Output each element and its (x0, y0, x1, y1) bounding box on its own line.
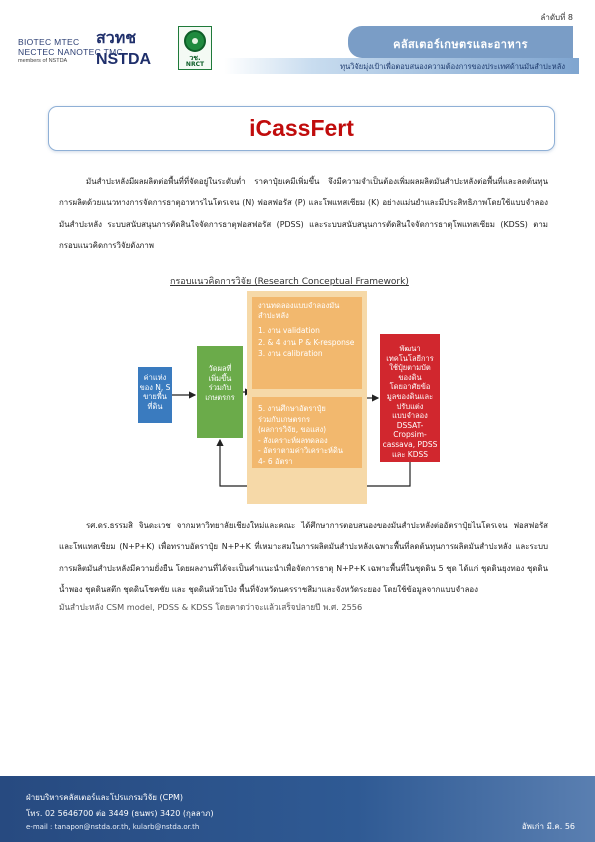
box-model-experiments (252, 297, 362, 389)
box-output-line: มูลของดินและ (386, 391, 434, 401)
box-methods-item: 3. งาน calibration (258, 349, 323, 359)
banner-title: คลัสเตอร์เกษตรและอาหาร (393, 39, 528, 51)
box-input-line: ของ N, S (139, 382, 171, 392)
footer-email: e-mail : tanapon@nstda.or.th, kularb@nstda.or.th (26, 823, 200, 831)
research-framework-diagram (118, 270, 480, 506)
footer-update-date: อัพเก่า มี.ค. 56 (521, 822, 575, 831)
box-input-line: ที่ดิน (147, 401, 163, 411)
box-output-line: ใช้ปุ๋ยตามบัต (389, 363, 431, 373)
box-survey-line: ร่วมกับ (208, 383, 232, 393)
box-output-line: cassava, PDSS (382, 439, 438, 449)
nrct-logo (178, 26, 212, 70)
box-output-line: ปรับแต่ง (396, 401, 424, 411)
box-survey-line: เกษตรกร (205, 392, 235, 402)
box-output-line: และ KDSS (391, 449, 429, 459)
box-rate-item: 4- 6 อัตรา (258, 456, 293, 466)
org-members-text: members of NSTDA (18, 58, 68, 64)
box-output-line: DSSAT- (396, 420, 424, 430)
box-survey-line: วัดผลที่ (208, 364, 232, 373)
box-input-line: ขายพื้น (143, 392, 167, 402)
box-farmer-survey (197, 346, 243, 438)
research-team-paragraph: รศ.ดร.ธรรมสิ จินดะเวช จากมหาวิทยาลัยเชียงใหม่และคณะ ได้ศึกษาการตอบสนองของมันสำปะหลังต่ออัตราปุ๋ยไนโตรเจน ฟอสฟอรัส และโพแทสเซียม (N+P+K) เพื่อทราบอัตราปุ๋ย N+P+K ที่เหมาะสมในการผลิตมันสำปะหลังเฉพาะพื้นที่ลดต้นทุนการผลิตมันสำปะหลัง และระบบการผลิตมันสำปะหลังมีความยั่งยืน โดยผลงานที่ได้จะเป็นคำแนะนำเพื่อจัดการธาตุ N+P+K เฉพาะพื้นที่ในชุดดิน 5 ชุด ได้แก่ ชุดดินยุงทอง ชุดดินน้ำพอง ชุดดินสตึก ชุดดินโชคชัย และ ชุดดินห้วยโป่ง พื้นที่จังหวัดนครราชสีมาและจังหวัดระยอง โดยใช้ข้อมูลจากแบบจำลอง (59, 521, 548, 595)
page-number: ลำดับที่ 8 (540, 13, 573, 22)
nstda-logo (16, 24, 166, 66)
box-rate-item: (ผลการวิจัย, ขอแสง) (258, 425, 327, 435)
box-survey-line: เพิ่มขึ้น (208, 373, 232, 383)
box-technology-output (380, 334, 440, 462)
paragraph-tail-line: มันสำปะหลัง CSM model, PDSS & KDSS โดยคาดว่าจะแล้วเสร็จปลายปี พ.ศ. 2556 (59, 602, 363, 612)
box-output-line: แบบจำลอง (392, 411, 428, 421)
intro-paragraph: มันสำปะหลังมีผลผลิตต่อพื้นที่ที่จัดอยู่ในระดับต่ำ ราคาปุ๋ยเคมีเพิ่มขึ้น จึงมีความจำเป็นต้องเพิ่มผลผลิตมันสำปะหลังต่อพื้นที่และลดต้นทุนการผลิตด้วยแนวทางการจัดการธาตุอาหารไนโตรเจน (N) ฟอสฟอรัส (P) และโพแทสเซียม (K) อย่างแม่นยำและมีประสิทธิภาพโดยใช้แบบจำลองมันสำปะหลัง ระบบสนับสนุนการตัดสินใจจัดการธาตุฟอสฟอรัส (PDSS) และระบบสนับสนุนการตัดสินใจจัดการธาตุโพแทสเซียม (KDSS) ตามกรอบแนวคิดการวิจัยดังภาพ (59, 177, 548, 251)
nrct-logo-text-th: วช. (189, 54, 201, 62)
box-input-line: ค่าแห่ง (143, 373, 167, 382)
box-rate-item: - อัตราตามค่าวิเคราะห์ดิน (258, 446, 343, 456)
cluster-banner (348, 26, 573, 58)
org-line-2: NECTEC NANOTEC TMC (18, 47, 123, 57)
box-soil-input (138, 367, 172, 423)
box-rate-item: ร่วมกับเกษตรกร (258, 414, 311, 424)
tagline-text: ทุนวิจัยมุ่งเป้าเพื่อตอบสนองความต้องการของประเทศด้านมันสำปะหลัง (340, 62, 565, 71)
box-methods-heading: งานทดลองแบบจำลองมัน (258, 301, 340, 310)
org-line-1: BIOTEC MTEC (18, 37, 80, 47)
box-fertilizer-rate-study (252, 397, 362, 468)
page-title: iCassFert (249, 115, 354, 141)
box-output-line: โดยอาศัยข้อ (389, 382, 431, 392)
nstda-wordmark: สวทช NSTDA (96, 30, 152, 68)
nrct-seal-icon (184, 30, 206, 52)
box-methods-item: 1. งาน validation (258, 326, 320, 336)
nrct-logo-text-en: NRCT (185, 61, 205, 68)
page-footer (0, 776, 595, 842)
title-box (48, 106, 555, 151)
diagram-title: กรอบแนวคิดการวิจัย (Research Conceptual Framework) (170, 277, 409, 287)
footer-department: ฝ่ายบริหารคลัสเตอร์และโปรแกรมวิจัย (CPM) (26, 793, 184, 802)
box-output-line: Cropsim- (393, 430, 427, 440)
box-output-line: เทคโนโลยีการ (386, 353, 434, 363)
box-output-line: ของดิน (398, 372, 422, 382)
box-rate-item: 5. งานศึกษาอัตราปุ๋ย (258, 404, 326, 413)
box-methods-item: 2. & 4 งาน P & K-response (258, 337, 355, 347)
box-rate-item: - สังเคราะห์ผลทดลอง (258, 435, 328, 445)
footer-phone: โทร. 02 5646700 ต่อ 3449 (ธนพร) 3420 (กุลลาภ) (26, 809, 214, 818)
tagline-bar (224, 58, 579, 74)
box-output-line: พัฒนา (399, 344, 421, 353)
box-methods-heading: สำปะหลัง (258, 310, 289, 320)
